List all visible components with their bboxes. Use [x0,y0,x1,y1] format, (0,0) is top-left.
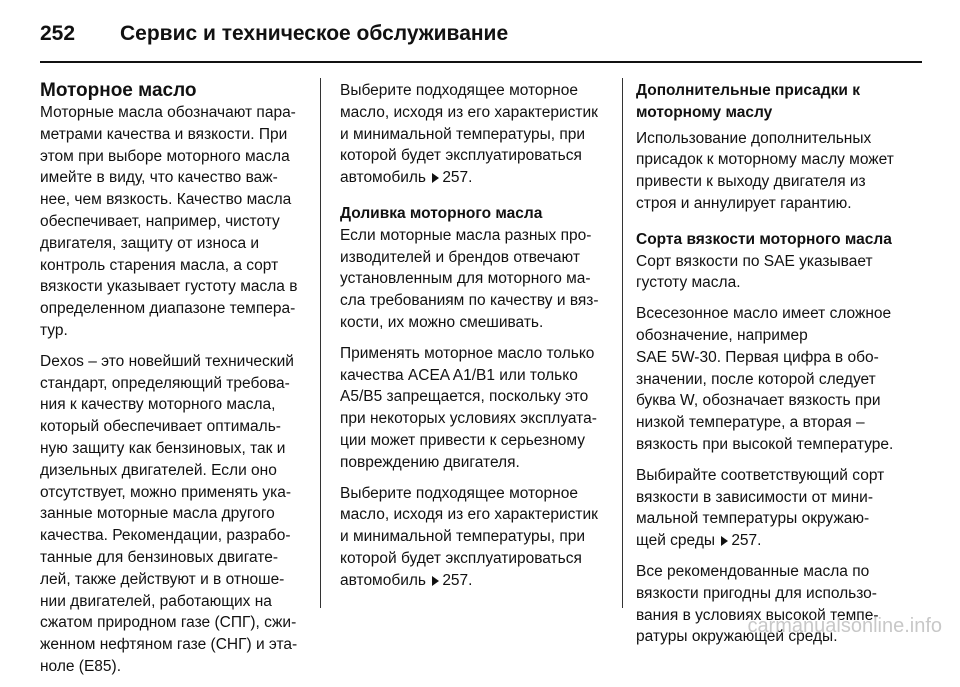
text-line: при некоторых условиях эксплуата- [340,410,597,428]
column-1 [40,80,312,687]
subheading: Сорта вязкости моторного масла [636,230,892,248]
section-heading: Моторное масло [40,80,197,101]
text-line: Выберите подходящее моторное [340,82,578,99]
page-header [40,14,508,54]
text-line: Использование дополнительных [636,129,872,147]
text-line: присадок к моторному маслу может [636,151,894,169]
text-line: вязкость при высокой температуре. [636,435,894,453]
text-line: Сорт вязкости по SAE указывает [636,252,873,270]
text-line: вания в условиях высокой темпе- [636,606,879,624]
column-2 [340,80,612,601]
text-line: ноле (E85). [40,657,122,675]
column-3 [636,80,922,657]
text-line: обеспечивает, например, чистоту [40,212,280,230]
text-line: качества ACEA A1/B1 или только [340,366,578,384]
line-group [636,465,922,530]
text-line: отсутствует, можно применять ука- [40,483,292,501]
page-reference[interactable]: 257. [442,571,473,589]
page-reference-icon [432,576,439,586]
paragraph [636,465,922,552]
text-line: Если моторные масла разных про- [340,226,592,244]
text-line: танные для бензиновых двигате- [40,548,279,566]
column-divider [320,78,321,608]
text-line: нии двигателей, работающих на [40,592,272,610]
text-line: масло, исходя из его характеристик [340,506,598,524]
text-line: стандарт, определяющий требова- [40,374,290,392]
ref-line: автомобиль 257. [340,571,473,589]
paragraph [40,351,312,678]
text-line: этом при выборе моторного масла [40,147,290,165]
text-line: Применять моторное масло только [340,344,595,362]
text-line: Выбирайте соответствующий сорт [636,466,885,484]
text-line: Dexos – это новейший технический [40,352,294,370]
text-line: буква W, обозначает вязкость при [636,392,881,410]
text-line: вязкости в зависимости от мини- [636,488,873,506]
text-line: масло, исходя из его характеристик [340,103,598,121]
column-divider [622,78,623,608]
header-rule [40,61,922,63]
text-line: Моторные масла обозначают пара- [40,104,296,121]
page-number: 252 [40,22,76,45]
text-line: имейте в виду, что качество важ- [40,169,278,187]
text-line: ную защиту как бензиновых, так и [40,439,286,457]
text-line: которой будет эксплуатироваться [340,147,582,165]
page-reference[interactable]: 257. [442,169,473,187]
text-line: низкой температуре, а вторая – [636,414,865,432]
text-line: и минимальной температуры, при [340,125,586,143]
text-line: женном нефтяном газе (СНГ) и эта- [40,636,298,654]
text-line: занные моторные масла другого [40,505,275,523]
text-line: значении, после которой следует [636,370,876,388]
text-line: ратуры окружающей среды. [636,628,838,646]
text-line: сжатом природном газе (СПГ), сжи- [40,614,297,632]
text-line: лей, также действуют и в отноше- [40,570,285,588]
text-line: Выберите подходящее моторное [340,484,578,502]
text-line: строя и аннулирует гарантию. [636,194,852,212]
text-line: дизельных двигателей. Если оно [40,461,277,479]
paragraph [636,303,922,456]
paragraph [636,251,922,295]
text-line: и минимальной температуры, при [340,528,586,546]
text-line: вязкости пригодны для использо- [636,584,877,602]
text-line: SAE 5W-30. Первая цифра в обо- [636,348,879,366]
text-line: которой будет эксплуатироваться [340,549,582,567]
ref-line: щей среды 257. [636,532,762,550]
paragraph [340,343,612,474]
text-line: контроль старения масла, а сорт [40,256,279,274]
text-line: установленным для моторного ма- [340,270,591,288]
line-group [340,483,612,570]
paragraph [340,225,612,334]
text-line: тур. [40,321,68,339]
text-line: метрами качества и вязкости. При [40,125,288,143]
page-reference-icon [721,536,728,546]
watermark: carmanualsonline.info [747,615,942,637]
text-line: Дополнительные присадки к [636,82,860,99]
subheading: Доливка моторного масла [340,204,543,222]
chapter-title: Сервис и техническое обслуживание [120,22,509,45]
text-line: ния к качеству моторного масла, [40,396,276,414]
text-line: A5/B5 запрещается, поскольку это [340,388,589,406]
page-reference-icon [432,173,439,183]
paragraph [340,483,612,592]
text-line: кости, их можно смешивать. [340,313,544,331]
paragraph [340,80,612,189]
text-line: который обеспечивает оптималь- [40,418,281,436]
text-line: определенном диапазоне темпера- [40,300,296,318]
text-line: мальной температуры окружаю- [636,510,870,528]
text-line: изводителей и брендов отвечают [340,248,580,266]
text-line: моторному маслу [636,103,773,121]
page-reference[interactable]: 257. [731,532,762,550]
text-line: Все рекомендованные масла по [636,562,870,580]
text-line: сла требованиям по качеству и вяз- [340,292,599,310]
text-line: привести к выходу двигателя из [636,173,866,191]
text-line: двигателя, защиту от износа и [40,234,260,252]
paragraph [636,128,922,215]
line-group [340,80,612,167]
text-line: Всесезонное масло имеет сложное [636,305,892,323]
paragraph [40,102,312,342]
ref-line: автомобиль 257. [340,169,473,187]
text-line: вязкости указывает густоту масла в [40,278,298,296]
text-line: нее, чем вязкость. Качество масла [40,191,292,209]
text-line: обозначение, например [636,326,808,344]
text-line: повреждению двигателя. [340,453,520,471]
text-line: густоту масла. [636,274,741,292]
text-line: ции может привести к серьезному [340,431,585,449]
text-line: качества. Рекомендации, разрабо- [40,527,291,545]
subheading [636,80,922,124]
